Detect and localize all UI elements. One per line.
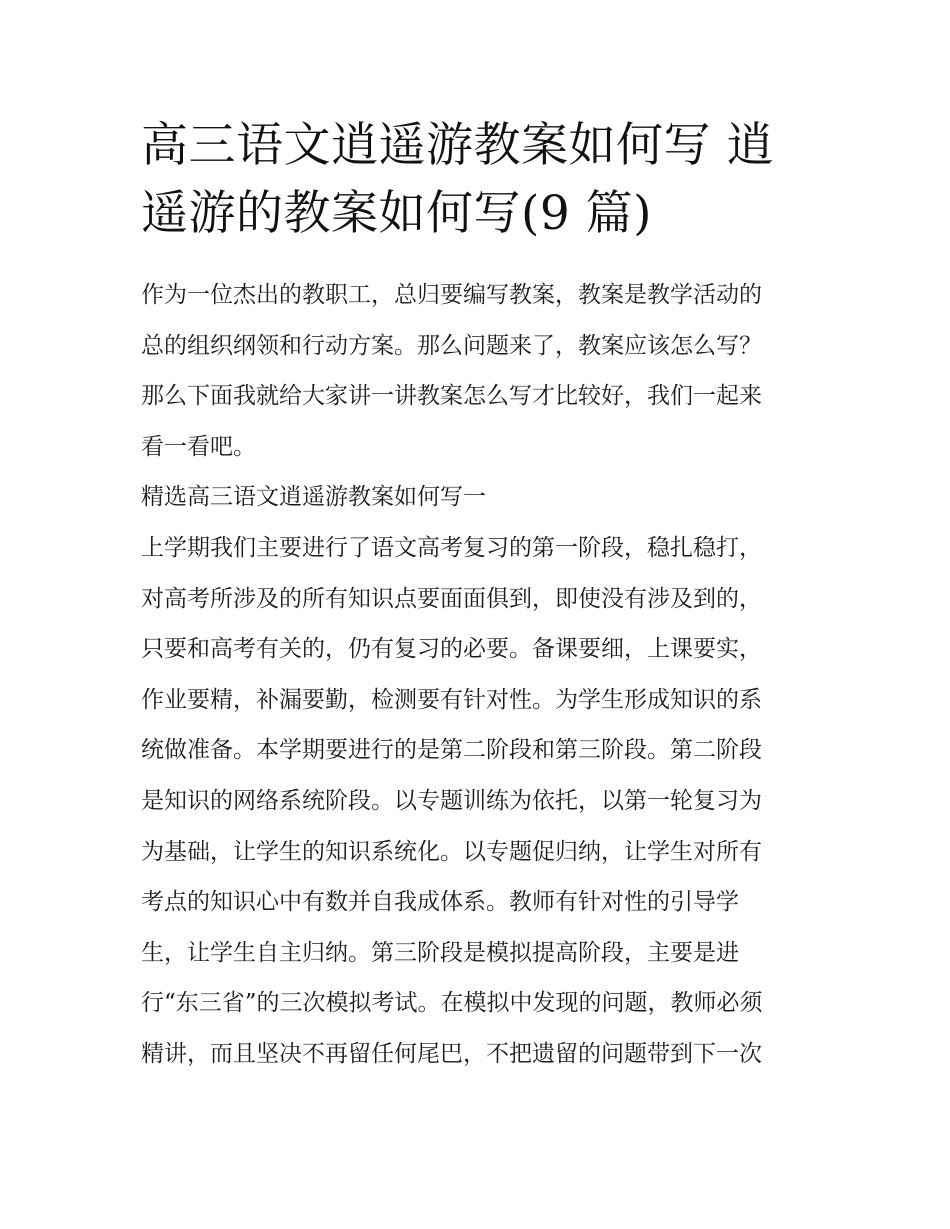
title-line-1: 高三语文逍遥游教案如何写 逍: [141, 118, 774, 173]
intro-paragraph-line: 总的组织纲领和行动方案。那么问题来了，教案应该怎么写？: [141, 332, 762, 359]
section-paragraph-line: 行“东三省”的三次模拟考试。在模拟中发现的问题，教师必须: [141, 990, 763, 1017]
title-line-2: 遥游的教案如何写(9 篇): [141, 186, 653, 241]
intro-paragraph-line: 作为一位杰出的教职工，总归要编写教案，教案是教学活动的: [141, 282, 762, 308]
section-paragraph-line: 对高考所涉及的所有知识点要面面俱到，即使没有涉及到的，: [141, 585, 762, 612]
document-page: [141, 112, 813, 1080]
section-paragraph-line: 作业要精，补漏要勤，检测要有针对性。为学生形成知识的系: [141, 686, 762, 713]
section-paragraph-line: 统做准备。本学期要进行的是第二阶段和第三阶段。第二阶段: [141, 737, 762, 764]
section-paragraph-line: 是知识的网络系统阶段。以专题训练为依托，以第一轮复习为: [141, 787, 762, 814]
intro-paragraph-line: 看一看吧。: [141, 433, 256, 460]
section-heading: 精选高三语文逍遥游教案如何写一: [141, 484, 486, 511]
document-title: [141, 112, 813, 248]
section-paragraph-line: 考点的知识心中有数并自我成体系。教师有针对性的引导学: [141, 889, 739, 916]
section-paragraph-line: 上学期我们主要进行了语文高考复习的第一阶段，稳扎稳打，: [141, 534, 762, 561]
document-body: [141, 270, 813, 1080]
section-paragraph-line: 生，让学生自主归纳。第三阶段是模拟提高阶段，主要是进: [141, 939, 739, 966]
intro-paragraph-line: 那么下面我就给大家讲一讲教案怎么写才比较好，我们一起来: [141, 383, 762, 410]
section-paragraph-line: 为基础，让学生的知识系统化。以专题促归纳，让学生对所有: [141, 838, 762, 865]
section-paragraph-line: 只要和高考有关的，仍有复习的必要。备课要细，上课要实，: [141, 636, 762, 663]
section-paragraph-line: 精讲，而且坚决不再留任何尾巴，不把遗留的问题带到下一次: [141, 1040, 762, 1067]
